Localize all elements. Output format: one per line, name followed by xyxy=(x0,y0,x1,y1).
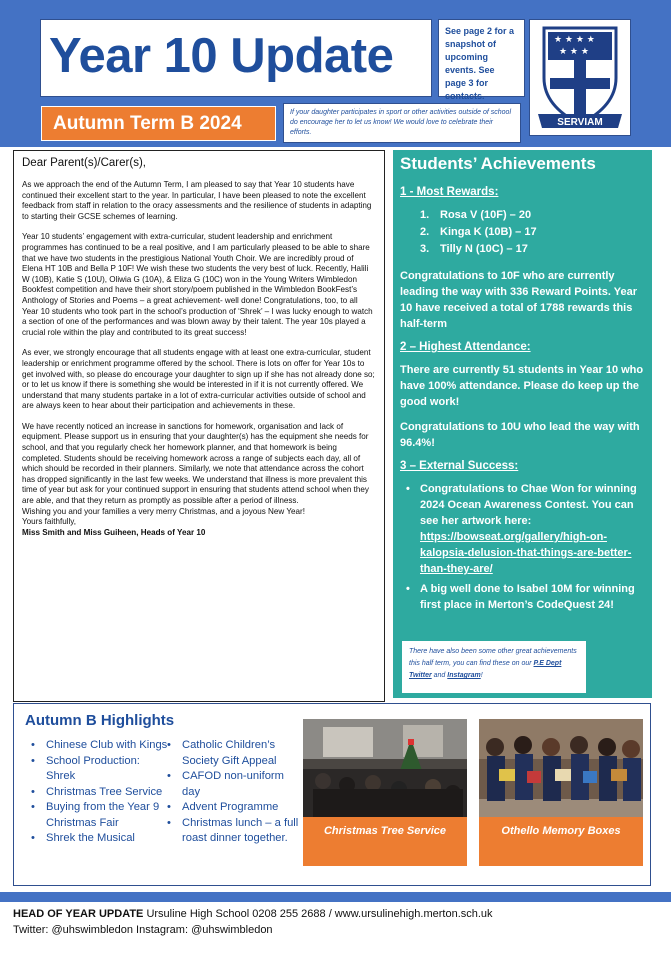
school-crest xyxy=(529,19,631,136)
social-note-text: and xyxy=(431,672,448,679)
photo-card-othello xyxy=(479,719,643,866)
list-item xyxy=(420,207,645,224)
list-item: • CAFOD non-uniform day xyxy=(167,769,302,800)
othello-boxes-photo xyxy=(479,719,643,817)
photo-card-christmas-tree xyxy=(303,719,467,866)
term-banner xyxy=(41,106,276,141)
footer-label: HEAD OF YEAR UPDATE xyxy=(13,908,144,920)
list-item: • School Production: Shrek xyxy=(31,754,171,785)
page-title: Year 10 Update xyxy=(49,29,394,83)
letter-paragraph: As ever, we strongly encourage that all students engage with at least one extra-curricular, student leadership or enrichment programme offered by the school. There is lots on offer for Year 10s to get involved with, so please do encourage your daughter to sign up if she has not already done so; or to let us know if there is something she would be interested in if it is not currently offered. We understand that many students partake in a lot of extra-curricular activities outside of school and are always keen to hear about their participation and achievements in these. xyxy=(22,348,375,411)
highlights-list-left xyxy=(31,738,171,847)
footer xyxy=(13,906,493,938)
list-item: • Buying from the Year 9 Christmas Fair xyxy=(31,800,171,831)
footer-socials: Twitter: @uhswimbledon Instagram: @uhswimbledon xyxy=(13,924,273,936)
letter-paragraph: As we approach the end of the Autumn Term, I am pleased to say that Year 10 students have continued their excellent start to the year. In particular, I have been pleased to note the excellent feedback from staff in relation to the oracy assessments and the resilience of students in adapting to starting their GCSE schemes of learning. xyxy=(22,180,372,221)
artwork-link[interactable]: https://bowseat.org/gallery/high-on-kalopsia-delusion-that-things-are-better-than-they-are/ xyxy=(420,531,632,575)
list-item: • Shrek the Musical xyxy=(31,831,171,847)
highlights-panel xyxy=(13,703,651,886)
list-item xyxy=(420,224,645,241)
activities-note: If your daughter participates in sport or other activities outside of school do encourage her to let us know! We would love to celebrate their efforts. xyxy=(283,103,521,143)
crest-shield-icon xyxy=(530,20,630,135)
highlights-title: Autumn B Highlights xyxy=(25,712,175,729)
instagram-link[interactable]: Instagram xyxy=(447,672,481,679)
achievements-title: Students’ Achievements xyxy=(400,154,596,173)
photo-caption: Christmas Tree Service xyxy=(323,825,447,837)
achievements-panel xyxy=(393,150,652,698)
list-text: Tilly N (10C) – 17 xyxy=(440,243,528,255)
list-text: A big well done to Isabel 10M for winning first place in Merton’s CodeQuest 24! xyxy=(420,583,635,611)
svg-text:★ ★ ★ ★: ★ ★ ★ ★ xyxy=(554,35,595,45)
list-item: • Advent Programme xyxy=(167,800,302,816)
list-number: 3. xyxy=(420,243,430,255)
highlights-list-right xyxy=(167,738,302,847)
title-box xyxy=(40,19,432,97)
list-item: • Christmas lunch – a full roast dinner together. xyxy=(167,816,302,847)
attendance-form-note: Congratulations to 10U who lead the way with 96.4%! xyxy=(400,421,640,449)
rewards-list xyxy=(420,207,645,258)
external-success-heading: 3 – External Success: xyxy=(400,460,519,472)
attendance-heading: 2 – Highest Attendance: xyxy=(400,341,531,353)
list-number: 1. xyxy=(420,209,430,221)
attendance-note: There are currently 51 students in Year 10 who have 100% attendance. Please do keep up the good work! xyxy=(400,364,644,408)
letter-closing-wish: Wishing you and your families a very merry Christmas, and a joyous New Year! xyxy=(22,506,305,516)
list-item xyxy=(406,481,645,577)
list-number: 2. xyxy=(420,226,430,238)
footer-band xyxy=(0,892,671,902)
letter-signature: Miss Smith and Miss Guiheen, Heads of Year 10 xyxy=(22,527,206,537)
footer-contact-line xyxy=(13,906,493,922)
most-rewards-heading: 1 - Most Rewards: xyxy=(400,186,499,198)
pe-twitter-link[interactable]: P.E Dept Twitter xyxy=(409,660,562,679)
letter-closing: Yours faithfully, xyxy=(22,517,76,527)
rewards-note: Congratulations to 10F who are currently leading the way with 336 Reward Points. Year 10 have received a total of 1788 rewards this half-term xyxy=(400,270,637,330)
external-success-list xyxy=(406,481,645,613)
social-note-text: There have also been some other great achievements this half term, you can find these on our xyxy=(409,648,577,667)
letter-greeting: Dear Parent(s)/Carer(s), xyxy=(22,157,146,169)
social-note-text: ! xyxy=(480,672,483,679)
letter-paragraph: We have recently noticed an increase in sanctions for homework, organisation and lack of equipment. Please support us in ensuring that your daughter(s) has the equipment she needs for school, and that you regularly check her homework planner, and that homework is being completed. Students should be receiving homework across a range of subjects each day, all of which should be recorded in their planners. Similarly, we note that attendance across the cohort has dropped significantly in the last few weeks. We understand that illness is more prevalent this time of year but ask for your continued support in ensuring that students attend school when they are able, and that they return as promptly as possible after a period of illness. xyxy=(22,421,369,506)
footer-school: Ursuline High School 0208 255 2688 / www.ursulinehigh.merton.sch.uk xyxy=(146,908,493,920)
christmas-tree-photo xyxy=(303,719,467,817)
letter-panel xyxy=(13,150,385,702)
letter-paragraph: Year 10 students’ engagement with extra-curricular, student leadership and enrichment programmes has continued to be a real positive, and I am particularly pleased to be able to share that we have two students in the prestigious National Youth Choir. We are incredibly proud of Elena HT 10B and Bella P 10F! We wish these two students the very best of luck. Recently, Halili W (10B), Katie S (10U), Oliwia G (10A), & Eliza G (10C) won in the Young Writers Wimbledon Bookfest competition and have their short story/poem published in the Wimbledon BookFest’s Anthology of Stories and Poems – a great achievement- well done! Congratulations, too, to all Year 10 students who took part in the school’s production of ‘Shrek’ – I was lucky enough to watch a section of one of the performances and was blown away by their talent. The year 10s played a crucial role within the play and contributed to its great success! xyxy=(22,232,373,337)
list-item xyxy=(406,581,645,613)
social-note xyxy=(401,640,587,694)
crest-motto: SERVIAM xyxy=(557,117,603,128)
list-text: Rosa V (10F) – 20 xyxy=(440,209,532,221)
term-label: Autumn Term B 2024 xyxy=(53,113,242,134)
see-page-note: See page 2 for a snapshot of upcoming events. See page 3 for contacts. xyxy=(438,19,525,97)
list-item: • Christmas Tree Service xyxy=(31,785,171,801)
svg-text:★ ★ ★: ★ ★ ★ xyxy=(559,47,589,57)
list-text: Kinga K (10B) – 17 xyxy=(440,226,537,238)
list-item: • Chinese Club with Kings xyxy=(31,738,171,754)
list-item xyxy=(420,241,645,258)
photo-caption: Othello Memory Boxes xyxy=(501,825,621,837)
list-text: Congratulations to Chae Won for winning 2024 Ocean Awareness Contest. You can see her artwork here: xyxy=(420,483,637,527)
list-item: • Catholic Children’s Society Gift Appeal xyxy=(167,738,302,769)
